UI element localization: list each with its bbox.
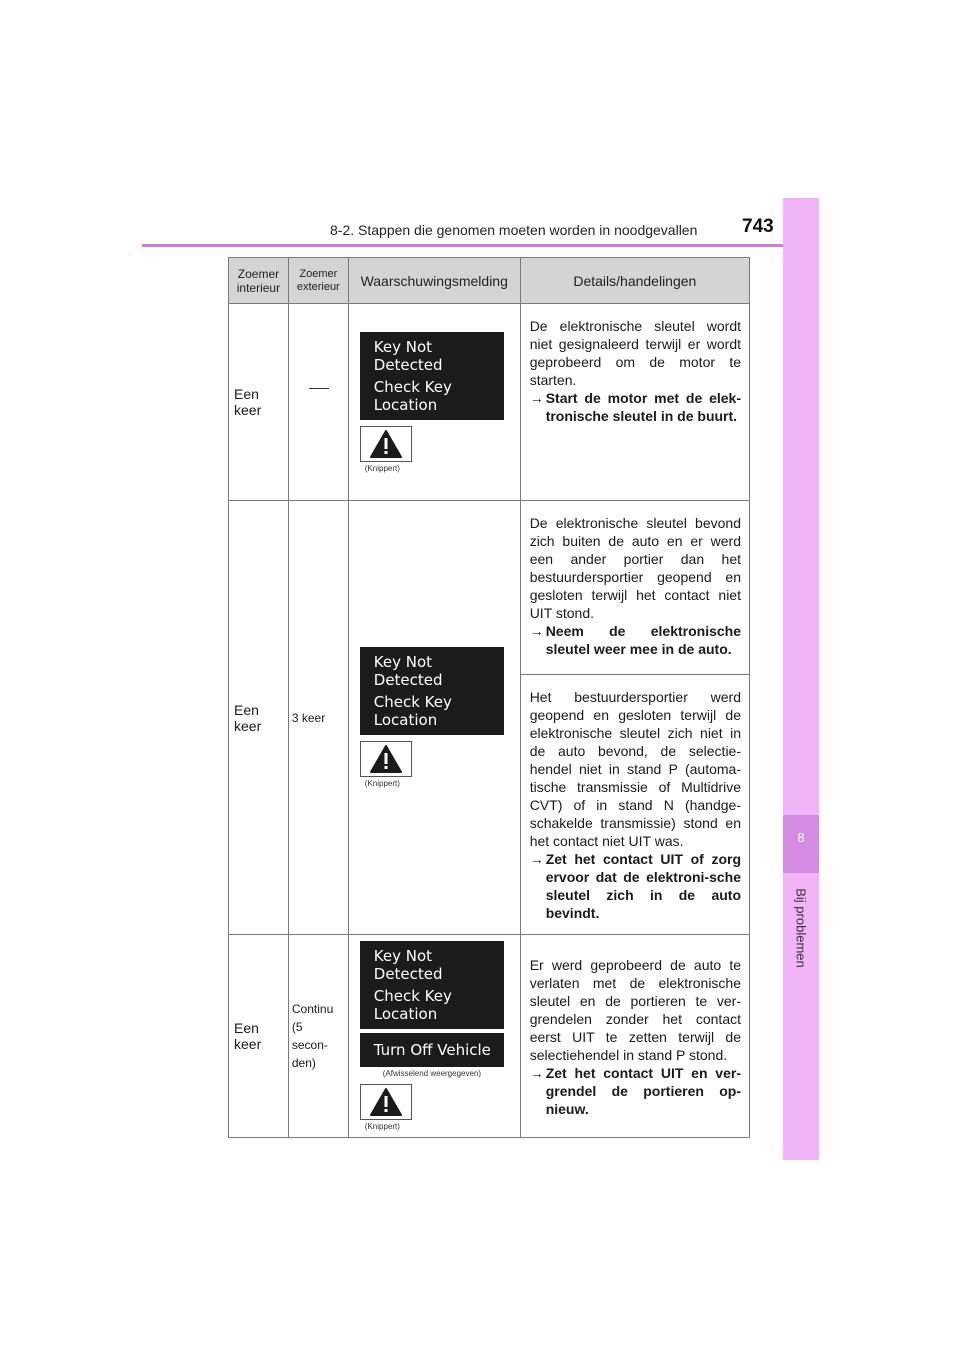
- table-header-row: [229, 258, 750, 304]
- no-buzzer-dash: [309, 388, 329, 389]
- display-line-check-key-location: Check Key Location: [373, 693, 452, 729]
- detail-description: Het bestuurdersportier werd geopend en gesloten terwijl de elektronische sleutel zich niet in de auto bevond, de selectie-hendel niet in stand P (automa-tische transmissie of Multidrive CVT) of in stand N (handge-schakelde transmissie) stond en het contact niet UIT was.: [529, 689, 741, 849]
- display-line-key-not-detected: Key Not Detected: [373, 337, 443, 374]
- chapter-label-wrapper: [792, 880, 810, 975]
- exterior-buzzer-cell: [288, 935, 348, 1138]
- interior-buzzer-cell: [229, 304, 289, 501]
- detail-action-text: Start de motor met de elek-tronische sleutel in de buurt.: [545, 390, 741, 424]
- detail-action-text: Zet het contact UIT of zorg ervoor dat de elektroni-sche sleutel zich in de auto bevindt.: [545, 851, 741, 921]
- detail-action: [530, 850, 741, 922]
- header-interior-line1: Zoemer: [237, 266, 280, 281]
- warning-display-cell: [348, 935, 520, 1138]
- interior-line2: keer: [234, 402, 262, 418]
- chapter-label: Bij problemen: [793, 887, 809, 968]
- details-cell: [520, 935, 749, 1138]
- header-interior-line2: interieur: [236, 280, 281, 295]
- exterior-line1: 3 keer: [291, 710, 326, 725]
- header-warning-message: Waarschuwingsmelding: [348, 258, 520, 304]
- detail-action: [530, 389, 741, 425]
- detail-description: De elektronische sleutel bevond zich buiten de auto en er werd een ander portier dan het bestuurdersportier geopend en gesloten terwijl het contact niet UIT stond.: [529, 515, 741, 621]
- detail-action: [530, 1064, 741, 1118]
- exterior-buzzer-cell: [288, 304, 348, 501]
- table-row: [229, 501, 750, 675]
- arrow-right-icon: →: [529, 623, 544, 639]
- header-exterior-line2: exterieur: [296, 280, 340, 293]
- detail-action-text: Zet het contact UIT en ver-grendel de portieren op-nieuw.: [545, 1064, 741, 1117]
- display-line-check-key-location: Check Key Location: [373, 377, 452, 414]
- exterior-line2: (5: [291, 1020, 303, 1034]
- arrow-right-icon: →: [529, 851, 544, 867]
- interior-buzzer-cell: [229, 501, 289, 935]
- display-line-key-not-detected: Key Not Detected: [373, 947, 443, 983]
- section-title: 8-2. Stappen die genomen moeten worden in noodgevallen: [330, 222, 698, 238]
- detail-description: Er werd geprobeerd de auto te verlaten met de elektronische sleutel en de portieren te ver-grendelen zonder het contact eerst UIT te zetten terwijl de selectiehendel in stand P stond.: [529, 956, 741, 1063]
- exterior-line3: secon-: [291, 1038, 328, 1052]
- table-row: [229, 304, 750, 501]
- header-divider: [142, 244, 819, 247]
- interior-line1: Een: [234, 1020, 259, 1036]
- detail-action: [530, 622, 741, 658]
- page-number: 743: [742, 216, 774, 237]
- blinking-caption: (Knippert): [364, 463, 400, 473]
- exterior-line1: Continu: [291, 1002, 334, 1016]
- header-details: Details/handelingen: [520, 258, 749, 304]
- warning-triangle-icon: [360, 426, 412, 462]
- details-cell: [520, 675, 749, 935]
- warning-display-screen: [360, 647, 504, 735]
- detail-action-text: Neem de elektronische sleutel weer mee in de auto.: [545, 623, 741, 657]
- interior-buzzer-cell: [229, 935, 289, 1138]
- detail-description: De elektronische sleutel wordt niet gesignaleerd terwijl er wordt geprobeerd om de motor te starten.: [529, 318, 741, 388]
- interior-line2: keer: [234, 717, 262, 734]
- blinking-caption: (Knippert): [364, 1122, 400, 1131]
- warning-table: [228, 257, 750, 1138]
- interior-line1: Een: [234, 701, 259, 718]
- warning-display-screen: [360, 332, 504, 420]
- warning-triangle-icon: [360, 1084, 412, 1120]
- display-line-key-not-detected: Key Not Detected: [373, 653, 443, 689]
- exterior-buzzer-cell: [288, 501, 348, 935]
- exterior-line4: den): [291, 1056, 316, 1070]
- arrow-right-icon: →: [529, 1064, 544, 1081]
- chapter-number: 8: [797, 830, 805, 845]
- interior-line2: keer: [234, 1036, 262, 1052]
- warning-display-screen: [360, 941, 504, 1029]
- warning-display-cell: [348, 304, 520, 501]
- header-exterior-line1: Zoemer: [299, 267, 338, 280]
- details-cell: [520, 501, 749, 675]
- details-cell: [520, 304, 749, 501]
- alternating-caption: (Afwisselend weergegeven): [382, 1069, 482, 1078]
- display-line-check-key-location: Check Key Location: [373, 987, 452, 1023]
- warning-display-cell: [348, 501, 520, 935]
- header-exterior-buzzer: [288, 258, 348, 304]
- table-row: [229, 935, 750, 1138]
- blinking-caption: (Knippert): [364, 779, 400, 788]
- interior-line1: Een: [234, 386, 259, 402]
- chapter-side-tab: [783, 198, 819, 1160]
- arrow-right-icon: →: [529, 390, 544, 406]
- display-turn-off-vehicle: Turn Off Vehicle: [360, 1033, 504, 1067]
- header-interior-buzzer: [229, 258, 289, 304]
- warning-triangle-icon: [360, 741, 412, 777]
